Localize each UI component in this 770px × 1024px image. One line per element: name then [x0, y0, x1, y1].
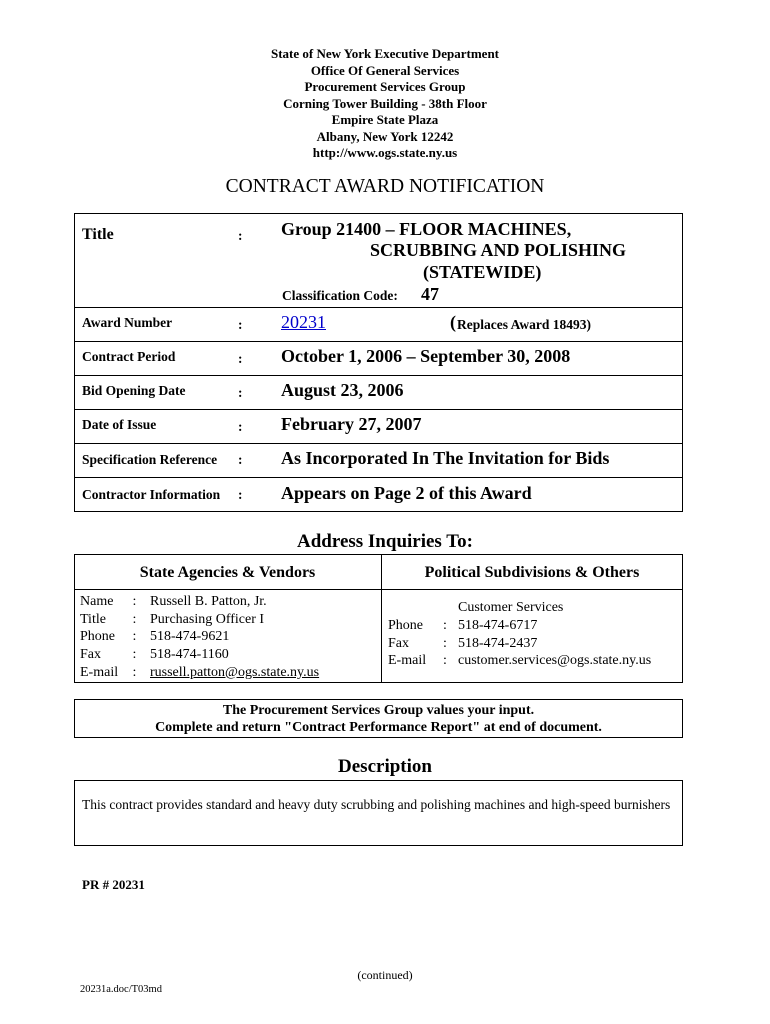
inquiries-header-divider: [74, 589, 683, 590]
date-of-issue-label: Date of Issue: [82, 417, 157, 432]
contract-period-value: October 1, 2006 – September 30, 2008: [281, 346, 571, 366]
document-title: CONTRACT AWARD NOTIFICATION: [225, 176, 545, 197]
customer-services-title: Customer Services: [458, 600, 564, 615]
row-divider: [74, 443, 683, 444]
colon: :: [132, 594, 137, 609]
bid-opening-label: Bid Opening Date: [82, 383, 186, 398]
contact-row: [80, 611, 319, 629]
replaces-award: Replaces Award 18493): [457, 317, 591, 332]
inquiries-heading: Address Inquiries To:: [297, 531, 473, 552]
feedback-line-2: Complete and return "Contract Performance Report" at end of document.: [155, 720, 602, 735]
contact-title: Purchasing Officer I: [150, 611, 265, 627]
spec-reference-value: As Incorporated In The Invitation for Bids: [281, 448, 610, 468]
contact-label: Name: [80, 594, 114, 609]
contact-label: E-mail: [388, 653, 427, 669]
colon: :: [132, 629, 137, 645]
contact-label: E-mail: [80, 664, 119, 680]
customer-services-phone: 518-474-6717: [458, 618, 538, 633]
contact-email-link[interactable]: russell.patton@ogs.state.ny.us: [150, 664, 320, 680]
letterhead-line: Office Of General Services: [310, 62, 460, 78]
contractor-info-value: Appears on Page 2 of this Award: [281, 483, 532, 503]
contact-label: Phone: [80, 629, 115, 645]
colon: :: [238, 419, 243, 434]
contact-label: Title: [80, 611, 106, 627]
letterhead-line: Procurement Services Group: [304, 79, 466, 94]
colon: :: [443, 618, 447, 633]
description-box: [74, 780, 683, 846]
title-label: Title: [82, 226, 114, 243]
contact-phone: 518-474-9621: [150, 629, 230, 645]
spec-reference-label: Specification Reference: [82, 452, 218, 467]
state-agency-contact: [80, 593, 319, 682]
contract-period-label: Contract Period: [82, 349, 176, 364]
row-divider: [74, 477, 683, 478]
row-divider: [74, 375, 683, 376]
colon: :: [238, 317, 243, 332]
colon: :: [132, 611, 137, 627]
contact-row: [80, 646, 319, 664]
row-divider: [74, 409, 683, 410]
colon: :: [443, 635, 447, 651]
contact-label: Phone: [388, 618, 423, 633]
customer-services-fax: 518-474-2437: [458, 635, 538, 651]
award-number-label: Award Number: [82, 315, 173, 330]
colon: :: [238, 452, 243, 467]
contact-fax: 518-474-1160: [150, 647, 229, 663]
bid-opening-value: August 23, 2006: [281, 380, 404, 400]
customer-services-email-link[interactable]: customer.services@ogs.state.ny.us: [458, 653, 652, 669]
group-title-line-1: Group 21400 – FLOOR MACHINES,: [281, 219, 572, 239]
description-heading: Description: [338, 756, 432, 777]
contact-row: [388, 617, 651, 635]
letterhead-line: State of New York Executive Department: [270, 46, 500, 61]
date-of-issue-value: February 27, 2007: [281, 414, 422, 434]
contact-row: [388, 652, 651, 670]
political-subdivisions-heading: Political Subdivisions & Others: [424, 564, 640, 581]
row-divider: [74, 341, 683, 342]
colon: :: [238, 228, 243, 243]
contact-row: [388, 635, 651, 653]
state-agencies-heading: State Agencies & Vendors: [139, 564, 316, 581]
customer-services-contact: [388, 617, 651, 670]
pr-number: PR # 20231: [82, 877, 145, 892]
colon: :: [238, 385, 243, 400]
group-title-line-3: (STATEWIDE): [423, 262, 542, 282]
contact-label: Fax: [80, 647, 101, 663]
group-title-line-2: SCRUBBING AND POLISHING: [370, 240, 627, 260]
letterhead-line: Corning Tower Building - 38th Floor: [283, 95, 487, 111]
colon: :: [238, 487, 243, 502]
colon: :: [132, 664, 137, 680]
award-number-link[interactable]: 20231: [281, 312, 326, 332]
contractor-info-label: Contractor Information: [82, 487, 221, 502]
contact-row: [80, 593, 319, 611]
replaces-paren: (: [450, 312, 456, 332]
letterhead: [0, 46, 770, 162]
contact-name: Russell B. Patton, Jr.: [150, 594, 267, 609]
description-text: This contract provides standard and heavy duty scrubbing and polishing machines and high-speed burnishers: [82, 797, 671, 812]
letterhead-url: http://www.ogs.state.ny.us: [312, 145, 458, 160]
continued-note: (continued): [357, 968, 413, 982]
colon: :: [238, 351, 243, 366]
document-reference: 20231a.doc/T03md: [80, 984, 162, 995]
colon: :: [132, 647, 137, 663]
contact-row: [80, 628, 319, 646]
letterhead-line: Albany, New York 12242: [316, 128, 454, 144]
contact-row: [80, 664, 319, 682]
colon: :: [443, 653, 447, 669]
row-divider: [74, 307, 683, 308]
classification-code-label: Classification Code:: [282, 288, 398, 303]
classification-code-value: 47: [421, 284, 439, 304]
letterhead-line: Empire State Plaza: [331, 112, 439, 127]
contact-label: Fax: [388, 635, 409, 651]
feedback-line-1: The Procurement Services Group values your input.: [222, 703, 535, 718]
